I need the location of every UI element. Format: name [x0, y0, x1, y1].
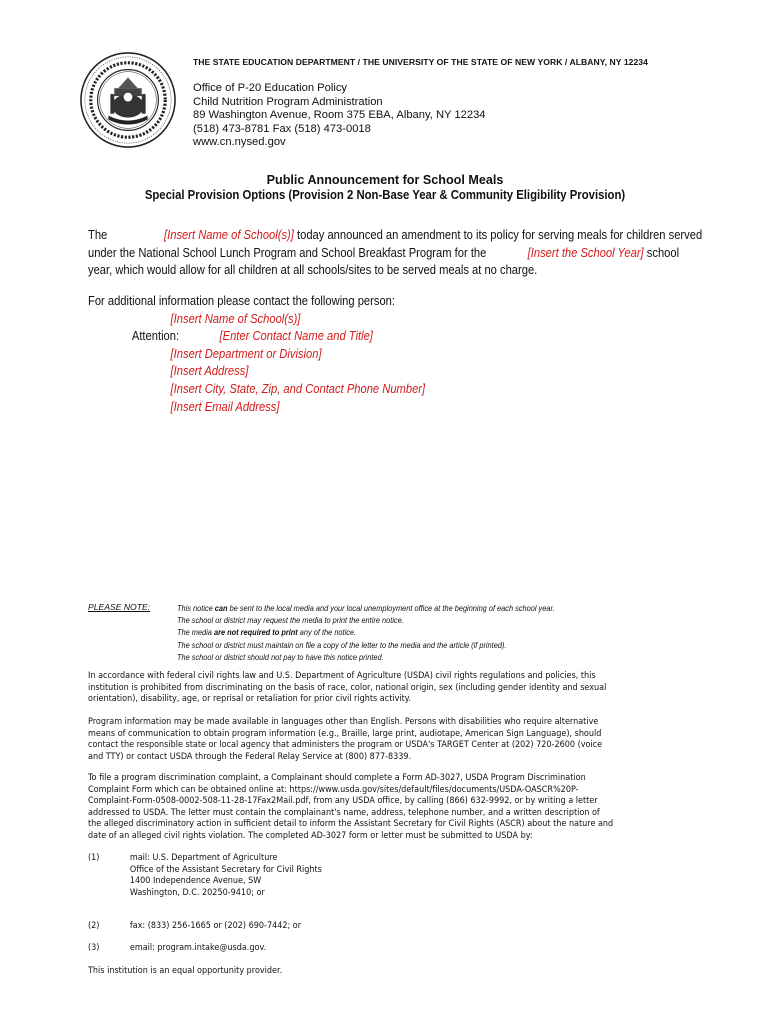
mail-line: mail: U.S. Department of Agriculture [129, 853, 278, 863]
legal-line: addressed to USDA. The letter must contain the complainant's name, address, telephone number, and a written description of [88, 807, 600, 818]
item-number: (2) [88, 921, 100, 931]
note-line-3c: any of the notice. [297, 627, 357, 638]
contact-intro: For additional information please contact the following person: [88, 293, 396, 308]
address-placeholder: [Insert Address] [170, 363, 249, 379]
note-line-1c: be sent to the local media and your local unemployment office at the beginning of each school year. [227, 603, 555, 613]
legal-line: orientation), disability, age, or reprisal or retaliation for prior civil rights activity. [88, 694, 412, 705]
office-name: Office of P-20 Education Policy [193, 82, 348, 94]
street-address: 89 Washington Avenue, Room 375 EBA, Albany, NY 12234 [193, 109, 486, 122]
nys-university-seal [79, 50, 177, 150]
legal-line: Program information may be made available in languages other than English. Persons with disabilities who require alternative [88, 717, 599, 727]
note-line-5: The school or district should not pay to have this notice printed. [177, 651, 384, 662]
legal-line: contact the responsible state or local agency that administers the program or USDA's TARGET Center at (202) 720-2600 (voice [88, 740, 603, 751]
department-header: THE STATE EDUCATION DEPARTMENT / THE UNIVERSITY OF THE STATE OF NEW YORK / ALBANY, NY 12234 [193, 57, 648, 67]
legal-line: In accordance with federal civil rights law and U.S. Department of Agriculture (USDA) civil rights regulations and policies, this [88, 671, 596, 681]
fax-option [88, 921, 301, 933]
mail-line: Washington, D.C. 20250-9410; or [129, 887, 265, 898]
document-subtitle: Special Provision Options (Provision 2 Non-Base Year & Community Eligibility Provision) [144, 188, 626, 202]
website-link[interactable]: www.cn.nysed.gov [193, 136, 286, 149]
contact-name-placeholder: [Enter Contact Name and Title] [219, 328, 373, 344]
legal-line: Complaint Form which can be obtained online at: https://www.usda.gov/sites/default/files/documents/USDA-OASCR%20P- [88, 784, 579, 795]
complaint-paragraph [88, 773, 613, 843]
document-title: Public Announcement for School Meals [266, 173, 504, 187]
legal-line: Complaint-Form-0508-0002-508-11-28-17Fax2Mail.pdf, from any USDA office, by calling (866) 632-9992, or by writing a letter [88, 796, 598, 807]
equal-opportunity-statement: This institution is an equal opportunity provider. [88, 966, 283, 976]
mail-option [88, 853, 322, 899]
item-number: (1) [88, 853, 100, 863]
legal-line: means of communication to obtain program information (e.g., Braille, large print, audiotape, American Sign Language), should [88, 728, 602, 739]
note-line-4: The school or district must maintain on file a copy of the letter to the media and the article (if printed). [177, 639, 507, 650]
phone-fax: (518) 473-8781 Fax (518) 473-0018 [193, 122, 371, 135]
city-placeholder: [Insert City, State, Zip, and Contact Phone Number] [170, 380, 426, 396]
email-option [88, 943, 266, 955]
fax-line: fax: (833) 256-1665 or (202) 690-7442; or [129, 921, 302, 931]
attention-label: Attention: [131, 328, 180, 344]
item-number: (3) [88, 943, 100, 953]
legal-line: the alleged discriminatory action in sufficient detail to inform the Assistant Secretary for Civil Rights (ASCR) about the nature and [88, 819, 614, 830]
note-line-1a: This notice [177, 603, 215, 613]
department-placeholder: [Insert Department or Division] [170, 345, 322, 361]
legal-line: institution is prohibited from discriminating on the basis of race, color, national origin, sex (including gender identity and sexual [88, 682, 607, 693]
program-name: Child Nutrition Program Administration [193, 95, 383, 108]
note-line-2: The school or district may request the media to print the entire notice. [177, 615, 404, 626]
announcement-text-2: under the National School Lunch Program and School Breakfast Program for the [88, 244, 487, 260]
note-line-3a: The media [177, 627, 214, 638]
language-access-paragraph [88, 717, 602, 763]
contact-school-placeholder: [Insert Name of School(s)] [170, 310, 301, 326]
announcement-paragraph [88, 226, 702, 279]
mail-line: 1400 Independence Avenue, SW [129, 876, 262, 887]
legal-line: and TTY) or contact USDA through the Federal Relay Service at (800) 877-8339. [88, 751, 412, 762]
announcement-text-2b: school [643, 244, 680, 260]
school-name-placeholder: [Insert Name of School(s)] [164, 227, 294, 242]
please-note-body [177, 602, 555, 663]
mail-line: Office of the Assistant Secretary for Civil Rights [129, 864, 322, 875]
contact-block [88, 292, 425, 415]
school-year-placeholder: [Insert the School Year] [527, 244, 644, 260]
email-placeholder: [Insert Email Address] [170, 398, 280, 414]
legal-line: date of an alleged civil rights violation. The completed AD-3027 form or letter must be submitted to USDA by: [88, 830, 533, 841]
email-line[interactable]: email: program.intake@usda.gov. [129, 943, 267, 953]
civil-rights-paragraph [88, 671, 606, 706]
note-line-1-bold: can [214, 603, 228, 613]
please-note-label: PLEASE NOTE: [88, 602, 151, 612]
office-address-block [193, 82, 486, 150]
note-line-3-bold: are not required to print [213, 627, 298, 638]
announcement-text-1: today announced an amendment to its policy for serving meals for children served [293, 227, 703, 242]
announcement-text-3: year, which would allow for all children at all schools/sites to be served meals at no charge. [88, 262, 538, 277]
the-word: The [88, 227, 108, 242]
legal-line: To file a program discrimination complaint, a Complainant should complete a Form AD-3027, USDA Program Discrimination [88, 773, 586, 783]
